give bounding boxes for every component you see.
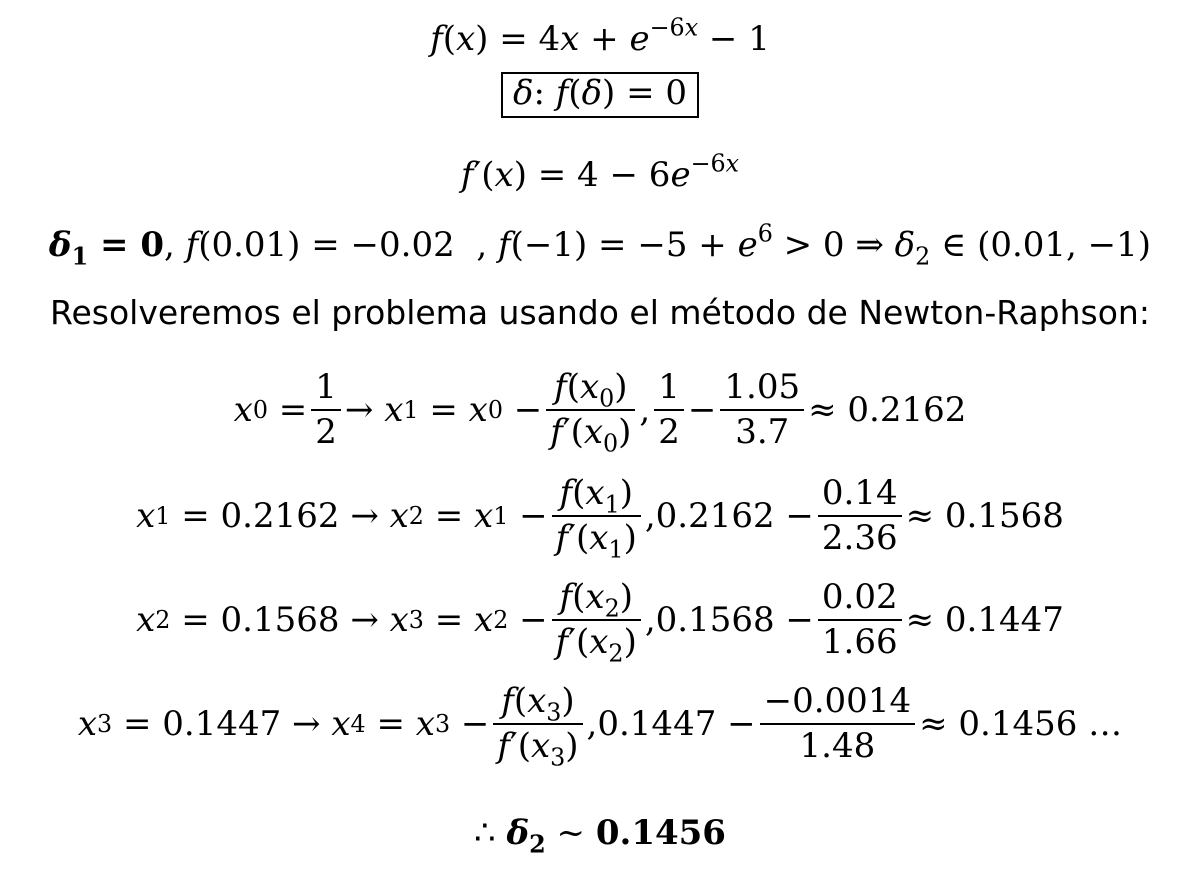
initial-fraction: $\frac{1}{2}$	[311, 366, 341, 453]
function-definition: $f(x) = 4x + e^{-6x} - 1$	[430, 13, 770, 59]
value-fraction: $\frac{0.02}{1.66}$	[818, 576, 902, 663]
newton-fraction: $\frac{f(x_1)}{f'(x_1)}$	[552, 472, 641, 559]
goal-box-line	[0, 72, 1200, 118]
conclusion: ∴ $\delta_2$ ~ 0.1456	[474, 813, 726, 859]
iteration-result: 0.1568	[944, 495, 1064, 536]
start-fraction: $\frac{1}{2}$	[654, 366, 684, 453]
method-description: Resolveremos el problema usando el método de Newton-Raphson:	[50, 293, 1150, 332]
iteration-result: 0.1456	[958, 703, 1078, 744]
iteration-row: x 0 = $\frac{1}{2}$ → x 1 = x 0 − $\frac{f(x_0)}{f'(x_0)}$ , $\frac{1}{2}$ − $\frac{1.05}{3.7}$ ≈ 0.2162	[233, 367, 967, 457]
iteration-result: 0.1447	[944, 599, 1064, 640]
roots-interval-line: $\delta_1 = 0$, f(0.01) = −0.02 , $f(-1) = -5 + e^6 > 0$ ⇒ $\delta_2$ ∈ (0.01, −1)	[48, 219, 1152, 271]
newton-fraction: $\frac{f(x_2)}{f'(x_2)}$	[552, 576, 641, 663]
iteration-row: x 3 = 0.1447 → x 4 = x 3 − $\frac{f(x_3)}{f'(x_3)}$ , 0.1447 − $\frac{-0.0014}{1.48}$ ≈ 0.1456 …	[77, 681, 1123, 771]
iteration-row: x 2 = 0.1568 → x 3 = x 2 − $\frac{f(x_2)}{f'(x_2)}$ , 0.1568 − $\frac{0.02}{1.66}$ ≈ 0.1447	[136, 577, 1064, 667]
iteration-row: x 1 = 0.2162 → x 2 = x 1 − $\frac{f(x_1)}{f'(x_1)}$ , 0.2162 − $\frac{0.14}{2.36}$ ≈ 0.1568	[136, 473, 1064, 563]
value-fraction: $\frac{1.05}{3.7}$	[720, 366, 804, 453]
newton-fraction: $\frac{f(x_3)}{f'(x_3)}$	[493, 680, 582, 767]
value-fraction: $\frac{-0.0014}{1.48}$	[760, 680, 915, 767]
boxed-goal: δ: f(δ) = 0	[501, 72, 699, 118]
newton-fraction: $\frac{f(x_0)}{f'(x_0)}$	[546, 366, 635, 453]
value-fraction: $\frac{0.14}{2.36}$	[818, 472, 902, 559]
iteration-result: 0.2162	[847, 389, 967, 430]
derivative-definition: $f'(x) = 4 - 6e^{-6x}$	[460, 149, 740, 195]
final-value: 0.1456	[595, 813, 726, 853]
